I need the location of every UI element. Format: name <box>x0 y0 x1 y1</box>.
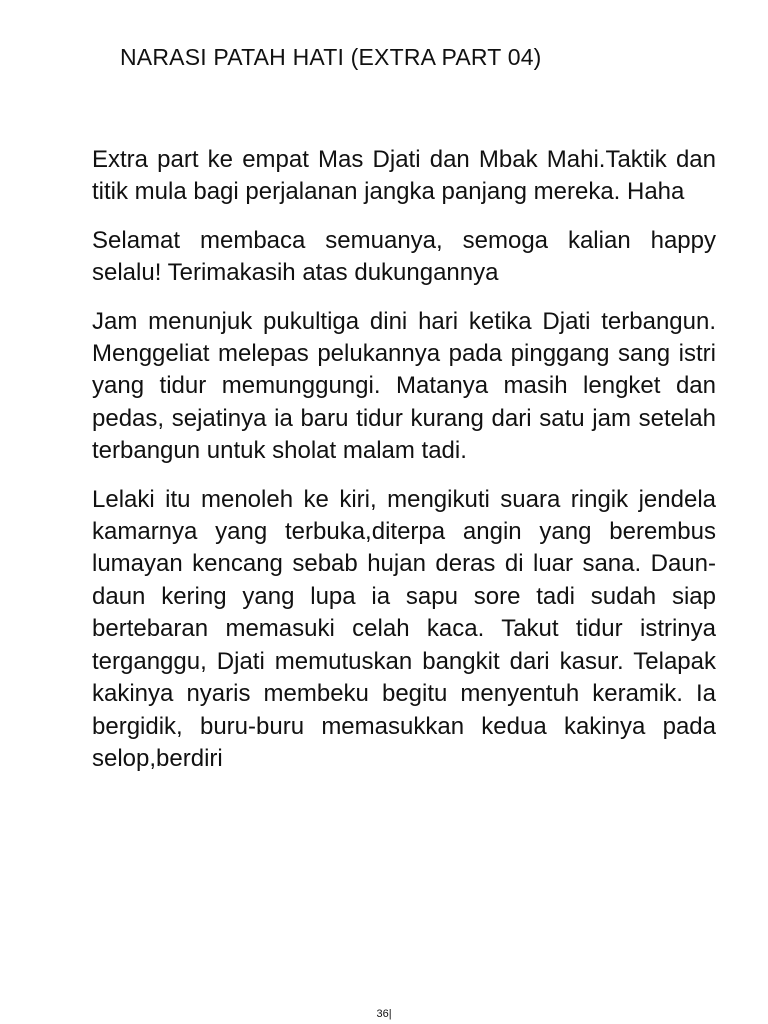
paragraph-greeting: Selamat membaca semuanya, semoga kalian happy selalu! Terimakasih atas dukungannya <box>92 226 716 287</box>
paragraph-intro: Extra part ke empat Mas Djati dan Mbak Mahi.Taktik dan titik mula bagi perjalanan jangka panjang mereka. Haha <box>92 146 716 206</box>
page-number: 36| <box>376 1008 392 1020</box>
paragraph-story-1: Jam menunjuk pukultiga dini hari ketika Djati terbangun. Menggeliat melepas pelukannya pada pinggang sang istri yang tidur memunggungi. Matanya masih lengket dan pedas, sejatinya ia baru tidur kurang dari satu jam setelah terbangun untuk sholat malam tadi. <box>92 307 716 465</box>
paragraph-story-2: Lelaki itu menoleh ke kiri, mengikuti suara ringik jendela kamarnya yang terbuka,diterpa angin yang berembus lumayan kencang sebab hujan deras di luar sana. Daun-daun kering yang lupa ia sapu sore tadi sudah siap bertebaran memasuki celah kaca. Takut tidur istrinya terganggu, Djati memutuskan bangkit dari kasur. Telapak kakinya nyaris membeku begitu menyentuh keramik. Ia bergidik, buru-buru memasukkan kedua kakinya pada selop,berdiri <box>92 485 716 772</box>
body-text <box>92 144 716 791</box>
chapter-title: NARASI PATAH HATI (EXTRA PART 04) <box>120 44 542 70</box>
